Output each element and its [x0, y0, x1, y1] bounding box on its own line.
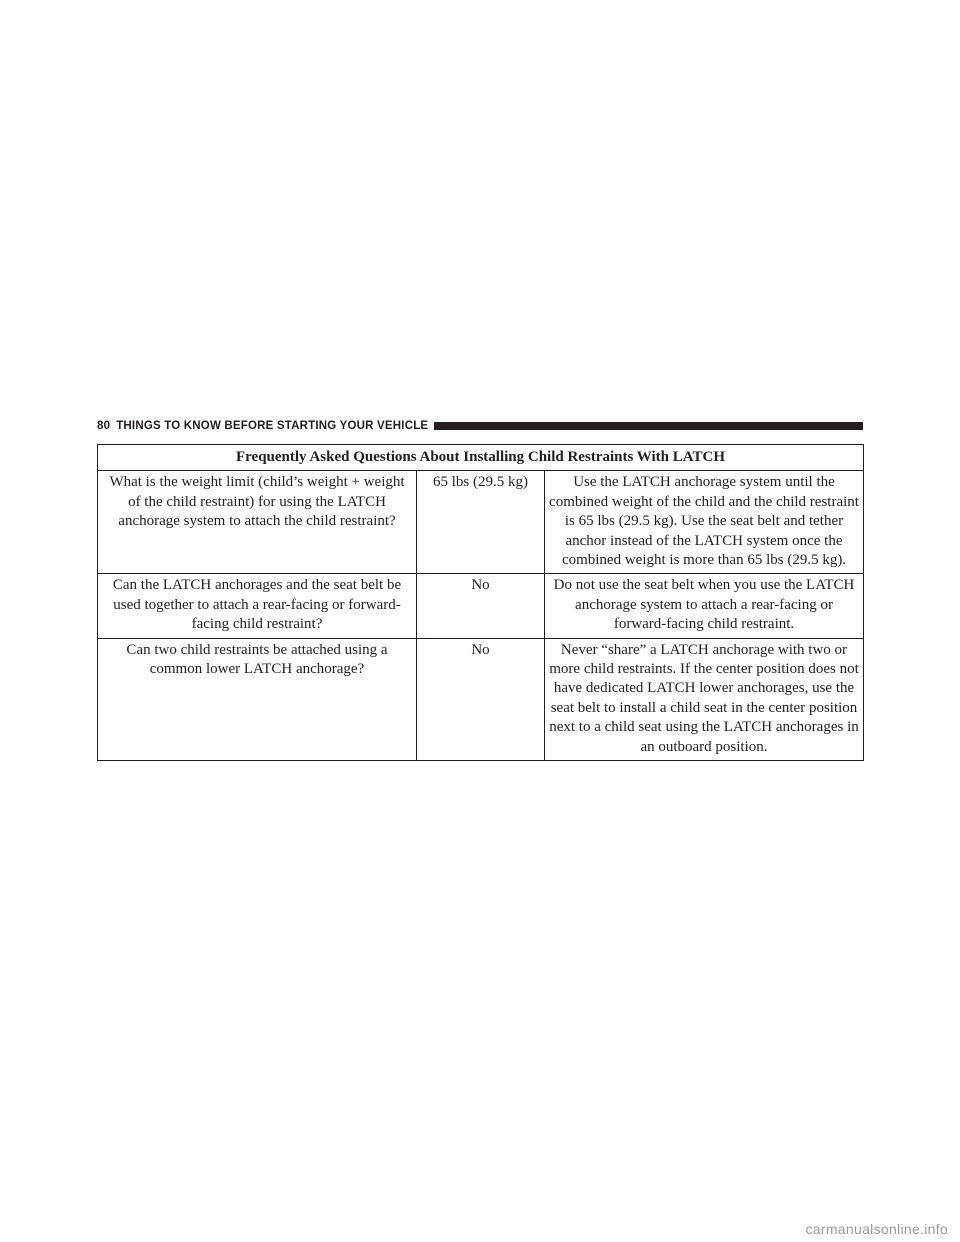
answer-cell: No [417, 638, 545, 760]
table-header-row [98, 445, 864, 471]
header-rule [434, 422, 863, 430]
table-row [98, 638, 864, 760]
table-row [98, 471, 864, 574]
explanation-cell: Use the LATCH anchorage system until the combined weight of the child and the child restraint is 65 lbs (29.5 kg). Use the seat belt and tether anchor instead of the LATCH system once the combined weight is more than 65 lbs (29.5 kg). [545, 471, 864, 574]
explanation-cell: Do not use the seat belt when you use the LATCH anchorage system to attach a rear-facing or forward-facing child restraint. [545, 574, 864, 638]
explanation-cell: Never “share” a LATCH anchorage with two or more child restraints. If the center position does not have dedicated LATCH lower anchorages, use the seat belt to install a child seat in the center position next to a child seat using the LATCH anchorages in an outboard position. [545, 638, 864, 760]
answer-cell: No [417, 574, 545, 638]
page-header [97, 418, 863, 434]
page-number: 80 [97, 420, 111, 432]
section-title: THINGS TO KNOW BEFORE STARTING YOUR VEHICLE [116, 420, 429, 432]
question-cell: Can the LATCH anchorages and the seat belt be used together to attach a rear-facing or forward-facing child restraint? [98, 574, 417, 638]
answer-cell: 65 lbs (29.5 kg) [417, 471, 545, 574]
question-cell: Can two child restraints be attached using a common lower LATCH anchorage? [98, 638, 417, 760]
question-cell: What is the weight limit (child’s weight + weight of the child restraint) for using the LATCH anchorage system to attach the child restraint? [98, 471, 417, 574]
latch-faq-table [97, 444, 864, 761]
watermark: carmanualsonline.info [805, 1221, 948, 1237]
table-title: Frequently Asked Questions About Installing Child Restraints With LATCH [98, 445, 864, 471]
table-row [98, 574, 864, 638]
